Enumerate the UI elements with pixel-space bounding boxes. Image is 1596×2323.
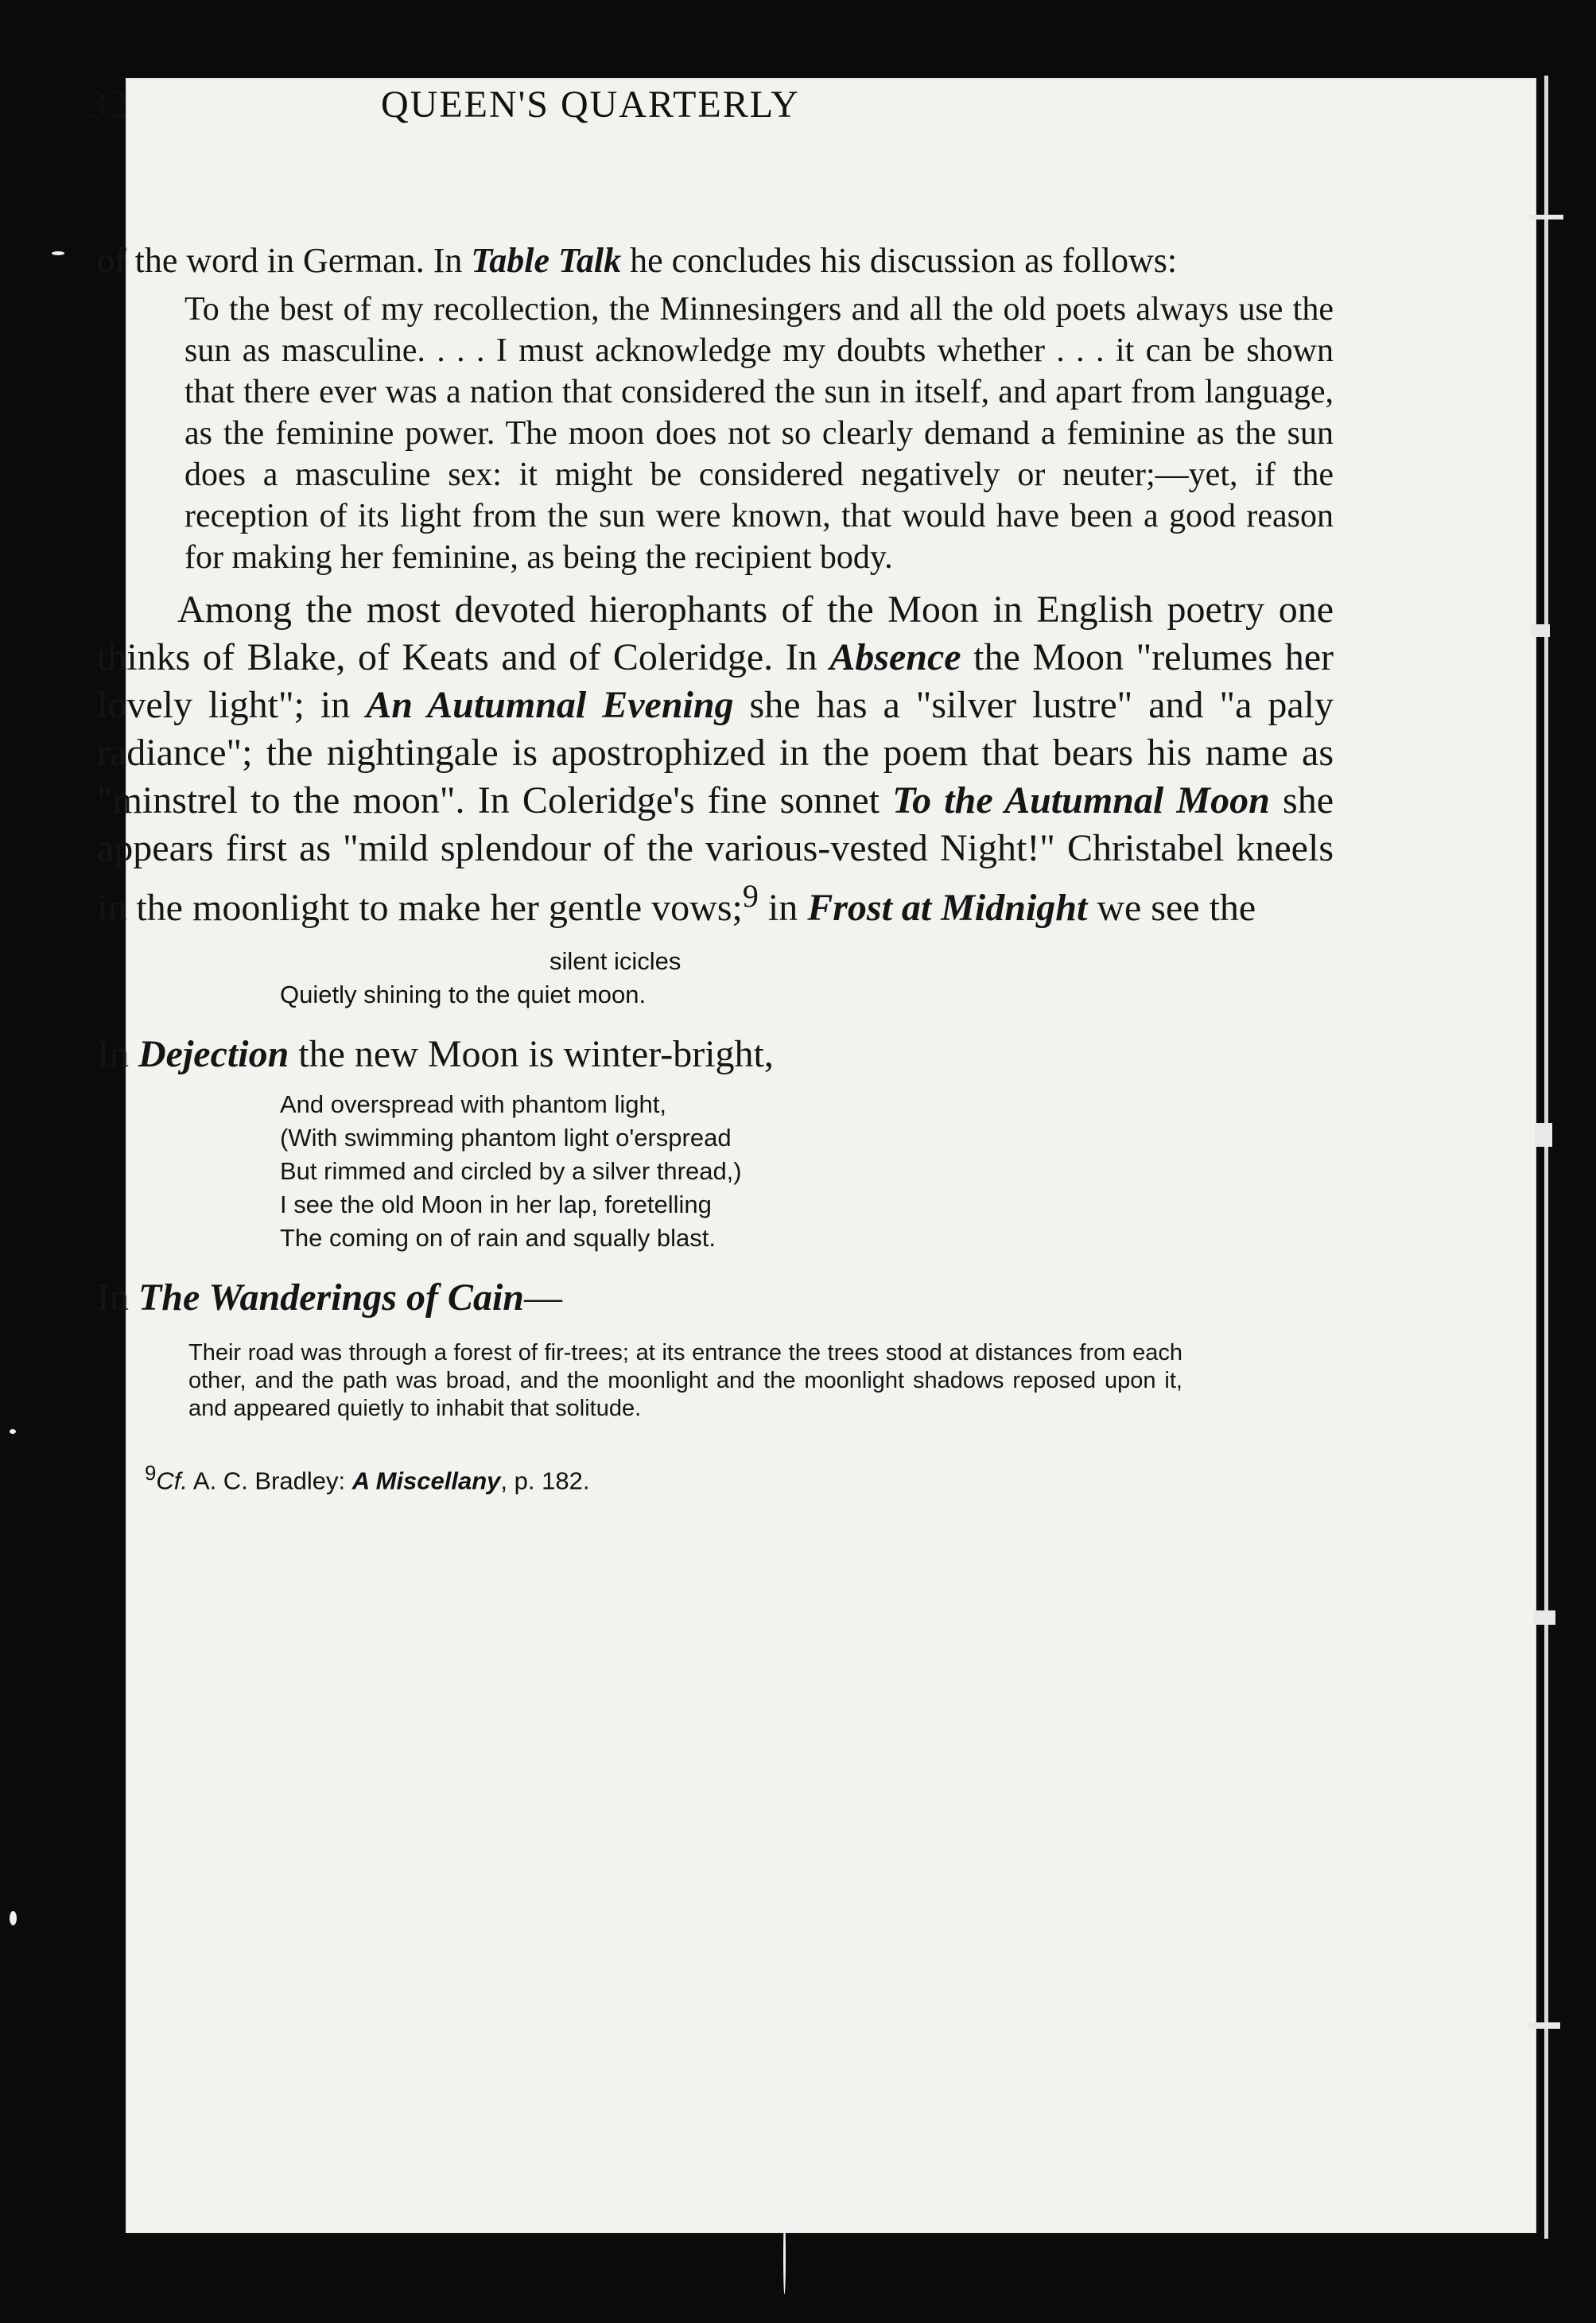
moon-paragraph-text-5: in bbox=[758, 887, 808, 929]
table-talk-title: Table Talk bbox=[471, 241, 622, 280]
moon-paragraph-text-3: she has a "silver lustre" and "a paly radiance"; the nightingale is apostrophized in the poem that bears his name as "minstrel to the moon". In Coleridge's fine sonnet bbox=[97, 684, 1334, 822]
binding-mark-3 bbox=[1535, 1123, 1552, 1147]
dejection-suffix: the new Moon is winter-bright, bbox=[289, 1033, 774, 1075]
moon-paragraph-text-4: she appears first as "mild splendour of the various-vested Night!" Christabel kneels in the moonlight to make her gentle vows; bbox=[97, 779, 1334, 929]
scan-speck-left-2 bbox=[10, 1429, 16, 1434]
frost-at-midnight-title: Frost at Midnight bbox=[807, 887, 1088, 929]
cain-prefix: In bbox=[97, 1276, 138, 1319]
opening-text-1: of the word in German. In bbox=[97, 241, 472, 280]
autumnal-moon-title: To the Autumnal Moon bbox=[892, 779, 1270, 822]
dejection-line-4: I see the old Moon in her lap, foretelling bbox=[280, 1191, 712, 1218]
footnote-suffix: , p. 182. bbox=[500, 1466, 590, 1495]
binding-mark-1 bbox=[1528, 215, 1563, 219]
page-header bbox=[87, 83, 1324, 138]
dejection-line-5: The coming on of rain and squally blast. bbox=[280, 1224, 716, 1252]
moon-paragraph-text-1: Among the most devoted hierophants of the Moon in English poetry one thinks of Blake, of Keats and of Coleridge. In bbox=[97, 589, 1334, 678]
footnote bbox=[145, 1458, 1334, 1497]
footnote-cf: Cf. bbox=[156, 1466, 188, 1495]
article-text bbox=[97, 239, 1334, 1497]
dejection-intro bbox=[97, 1031, 1334, 1078]
footnote-title: A Miscellany bbox=[351, 1466, 501, 1495]
absence-title: Absence bbox=[829, 636, 961, 678]
table-talk-quote: To the best of my recollection, the Minnesingers and all the old poets always use the sun as masculine. . . . I must acknowledge my doubts whether . . . it can be shown that there ever was a nation that considered the sun in itself, and apart from language, as the feminine power. The moon does not so clearly demand a feminine as the sun does a masculine sex: it might be considered negatively or neuter;—yet, if the reception of its light from the sun were known, that would have been a good reason for making her feminine, as being the recipient body. bbox=[184, 291, 1334, 576]
opening-text-2: he concludes his discussion as follows: bbox=[621, 241, 1178, 280]
moon-paragraph-text-6: we see the bbox=[1087, 887, 1256, 929]
binding-mark-4 bbox=[1533, 1610, 1555, 1625]
page-edge-rule bbox=[1544, 76, 1548, 2239]
dejection-line-3: But rimmed and circled by a silver thread,) bbox=[280, 1157, 742, 1185]
moon-paragraph bbox=[97, 586, 1334, 932]
cain-title: The Wanderings of Cain bbox=[138, 1276, 524, 1319]
dejection-prefix: In bbox=[97, 1033, 138, 1075]
frost-verse-line-1: silent icicles bbox=[549, 947, 682, 975]
dejection-poem bbox=[280, 1088, 1334, 1255]
page-number: 32 bbox=[87, 84, 129, 126]
dejection-title: Dejection bbox=[138, 1033, 289, 1075]
scan-speck-bottom bbox=[783, 2219, 786, 2294]
running-head: QUEEN'S QUARTERLY bbox=[381, 84, 800, 126]
binding-mark-2 bbox=[1531, 624, 1550, 637]
autumnal-evening-title: An Autumnal Evening bbox=[366, 684, 734, 726]
footnote-number: 9 bbox=[145, 1463, 157, 1485]
opening-paragraph bbox=[97, 239, 1334, 282]
dejection-line-2: (With swimming phantom light o'erspread bbox=[280, 1124, 732, 1152]
footnote-reference: 9 bbox=[742, 878, 759, 914]
cain-quote: Their road was through a forest of fir-trees; at its entrance the trees stood at distances from each other, and the path was broad, and the moonlight and the moonlight shadows reposed upon it, and appeared quietly to inhabit that solitude. bbox=[188, 1340, 1182, 1421]
scan-speck-left-3 bbox=[10, 1911, 17, 1925]
moon-paragraph-text-2: the Moon "relumes her lovely light"; in bbox=[97, 636, 1334, 726]
cain-intro bbox=[97, 1274, 1334, 1322]
cain-suffix: — bbox=[523, 1276, 562, 1319]
scan-speck-left-1 bbox=[52, 251, 64, 255]
frost-verse-line-2: Quietly shining to the quiet moon. bbox=[280, 981, 647, 1008]
footnote-author: A. C. Bradley: bbox=[188, 1466, 352, 1495]
binding-mark-5 bbox=[1528, 2022, 1560, 2029]
dejection-line-1: And overspread with phantom light, bbox=[280, 1090, 666, 1118]
